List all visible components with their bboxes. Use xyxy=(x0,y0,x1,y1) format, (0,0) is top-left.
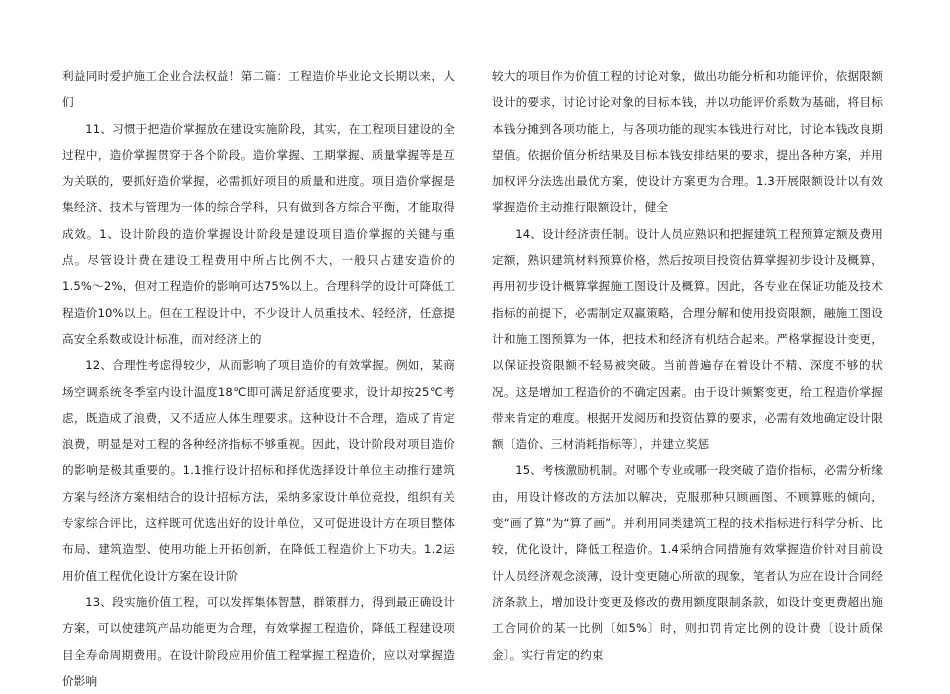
left-text-column xyxy=(62,63,455,694)
right-text-column xyxy=(492,63,883,668)
paragraph: 11、习惯于把造价掌握放在建设实施阶段，其实，在工程项目建设的全过程中，造价掌握贯穿于各个阶段。造价掌握、工期掌握、质量掌握等是互为关联的，要抓好造价掌握，必需抓好项目的质量和进度。项目造价掌握是集经济、技术与管理为一体的综合学科，只有做到各方综合平衡，才能取得成效。1、设计阶段的造价掌握设计阶段是建设项目造价掌握的关键与重点。尽管设计费在建设工程费用中所占比例不大，一般只占建安造价的1.5%～2%，但对工程造价的影响可达75%以上。合理科学的设计可降低工程造价10%以上。但在工程设计中，不少设计人员重技术、轻经济，任意提高安全系数或设计标准，而对经济上的 xyxy=(62,121,455,346)
paragraph: 13、段实施价值工程，可以发挥集体智慧，群策群力，得到最正确设计方案，可以使建筑产品功能更为合理，有效掌握工程造价，降低工程建设项目全寿命周期费用。在设计阶段应用价值工程掌握工程造价，应以对掌握造价影响 xyxy=(62,594,455,688)
paragraph: 12、合理性考虑得较少，从而影响了项目造价的有效掌握。例如，某商场空调系统冬季室内设计温度18℃即可满足舒适度要求，设计却按25℃考虑，既造成了浪费，又不适应人体生理要求。这种设计不合理，造成了肯定浪费，明显是对工程的各种经济指标不够重视。因此，设计阶段对项目造价的影响是极其重要的。1.1推行设计招标和择优选择设计单位主动推行建筑方案与经济方案相结合的设计招标方法，采纳多家设计单位竞投，组织有关专家综合评比，这样既可优选出好的设计单位，又可促进设计方在项目整体布局、建筑造型、使用功能上开拓创新，在降低工程造价上下功夫。1.2运用价值工程优化设计方案在设计阶 xyxy=(62,358,455,583)
paragraph: 15、考核激励机制。对哪个专业或哪一段突破了造价指标，必需分析缘由，用设计修改的方法加以解决，克服那种只顾画图、不顾算账的倾向，变“画了算”为“算了画”。并利用同类建筑工程的技术指标进行科学分析、比较，优化设计，降低工程造价。1.4采纳合同措施有效掌握造价针对目前设计人员经济观念淡薄，设计变更随心所欲的现象，笔者认为应在设计合同经济条款上，增加设计变更及修改的费用额度限制条款，如设计变更费超出施工合同价的某一比例〔如5%〕时，则扣罚肯定比例的设计费〔设计质保金〕。实行肯定的约束 xyxy=(492,463,883,662)
paragraph: 较大的项目作为价值工程的讨论对象，做出功能分析和功能评价，依据限额设计的要求，讨论讨论对象的目标本钱，并以功能评价系数为基础，将目标本钱分摊到各项功能上，与各项功能的现实本钱进行对比，讨论本钱改良期望值。依据价值分析结果及目标本钱安排结果的要求，提出各种方案，并用加权评分法选出最优方案，使设计方案更为合理。1.3开展限额设计以有效掌握造价主动推行限额设计，健全 xyxy=(492,69,883,215)
paragraph: 14、设计经济责任制。设计人员应熟识和把握建筑工程预算定额及费用定额，熟识建筑材料预算价格，然后按项目投资估算掌握初步设计及概算，再用初步设计概算掌握施工图设计及概算。因此，各专业在保证功能及技术指标的前提下，必需制定双赢策略，合理分解和使用投资限额，融施工图设计和施工图预算为一体，把技术和经济有机结合起来。严格掌握设计变更，以保证投资限额不轻易被突破。当前普遍存在着设计不精、深度不够的状况。这是增加工程造价的不确定因素。由于设计频繁变更，给工程造价掌握带来肯定的难度。根据开发阅历和投资估算的要求，必需有效地确定设计限额〔造价、三材消耗指标等〕，并建立奖惩 xyxy=(492,226,883,452)
paragraph: 利益同时爱护施工企业合法权益！第二篇：工程造价毕业论文长期以来，人们 xyxy=(62,69,455,110)
